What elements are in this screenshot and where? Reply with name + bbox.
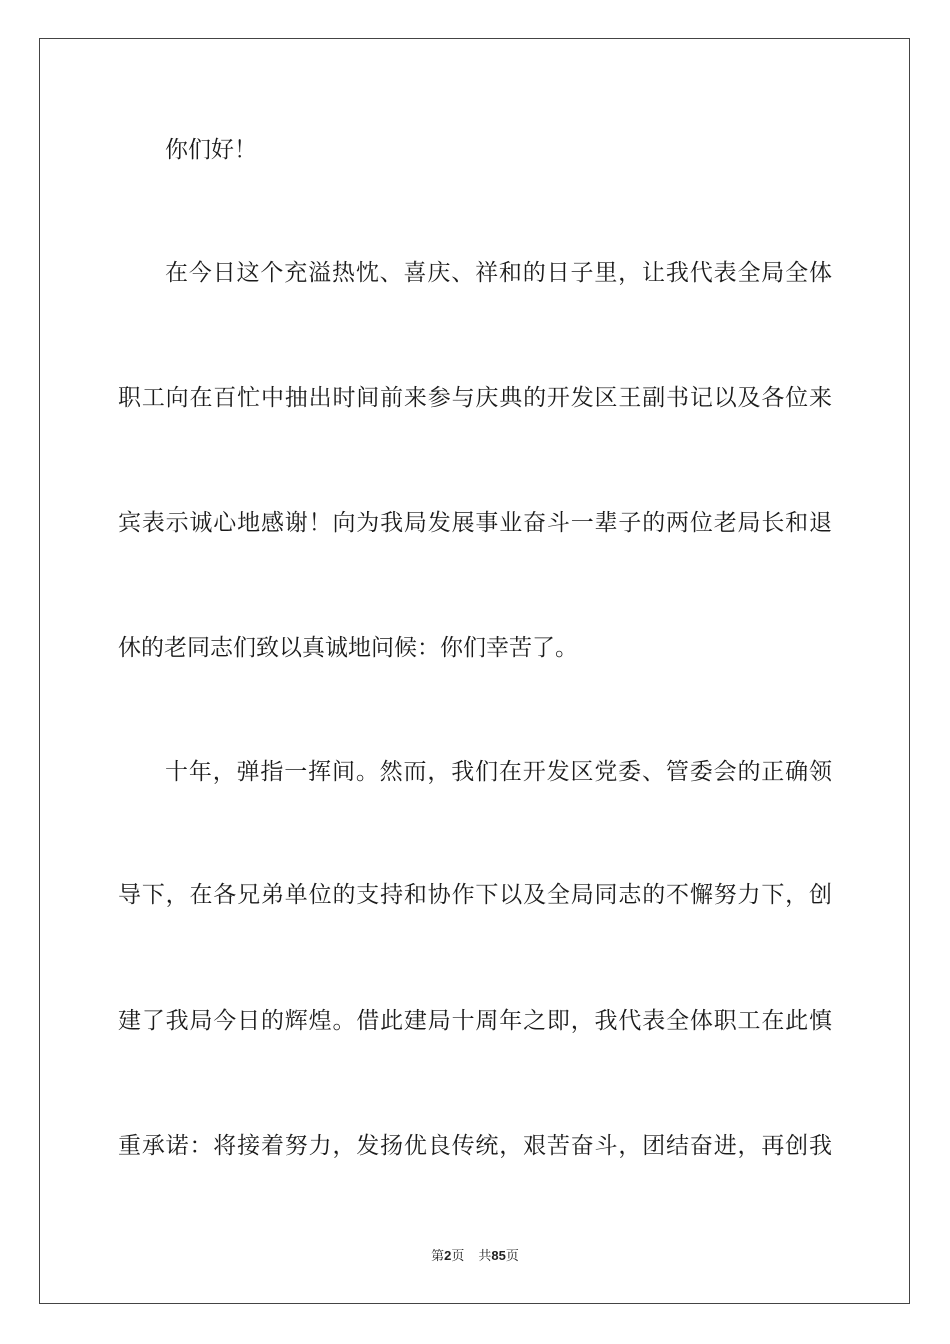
paragraph-2-line-3: 宾表示诚心地感谢！向为我局发展事业奋斗一辈子的两位老局长和退 — [118, 510, 832, 536]
paragraph-3-line-1: 十年，弹指一挥间。然而，我们在开发区党委、管委会的正确领 — [165, 759, 832, 785]
paragraph-3-line-2: 导下，在各兄弟单位的支持和协作下以及全局同志的不懈努力下，创 — [118, 882, 832, 908]
paragraph-2-line-4: 休的老同志们致以真诚地问候：你们幸苦了。 — [118, 635, 578, 661]
page-border — [39, 38, 910, 1304]
paragraph-1-line-1: 你们好！ — [165, 137, 257, 163]
page-suffix: 页 — [451, 1249, 465, 1264]
total-prefix: 共 — [478, 1249, 492, 1264]
total-pages: 85 — [491, 1248, 506, 1263]
total-suffix: 页 — [505, 1249, 519, 1264]
paragraph-3-line-3: 建了我局今日的辉煌。借此建局十周年之即，我代表全体职工在此慎 — [118, 1008, 832, 1034]
paragraph-2-line-1: 在今日这个充溢热忱、喜庆、祥和的日子里，让我代表全局全体 — [165, 260, 832, 286]
page-number: 2 — [444, 1248, 452, 1263]
paragraph-3-line-4: 重承诺：将接着努力，发扬优良传统，艰苦奋斗，团结奋进，再创我 — [118, 1133, 832, 1159]
paragraph-2-line-2: 职工向在百忙中抽出时间前来参与庆典的开发区王副书记以及各位来 — [118, 385, 832, 411]
page-footer — [0, 1247, 950, 1266]
page-prefix: 第 — [431, 1249, 445, 1264]
